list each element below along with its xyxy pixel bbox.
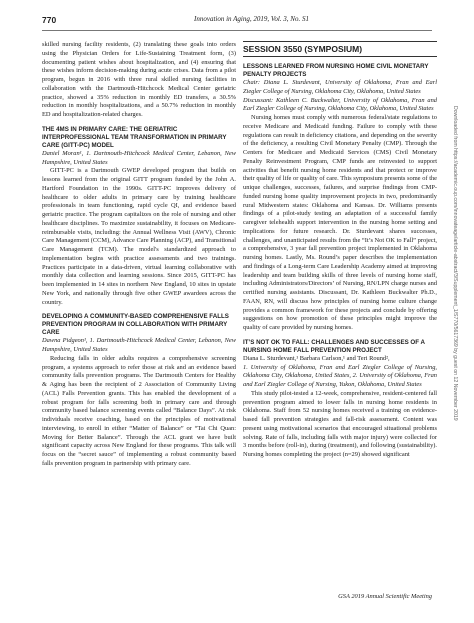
article-title: LESSONS LEARNED FROM NURSING HOME CIVIL MONETARY PENALTY PROJECTS (243, 63, 429, 78)
session-chair: Chair: Diana L. Sturdevant, University of Oklahoma, Fran and Earl Ziegler College of Nursing, Oklahoma City, Oklahoma, United States (243, 79, 437, 95)
running-header (42, 15, 432, 27)
article-body: GITT-PC is a Dartmouth GWEP developed program that builds on lessons learned from the original GITT program funded by the John A. Hartford Foundation in the 1990s. GITT-PC improves delivery of healthcare to older adults in primary care by training healthcare professionals in team functioning, rapid cycle QI, and evidence based geriatric practice. The program capitalizes on the role of nursing and other healthcare disciplines. To maximize sustainability, it focuses on Medicare-reimbursable visits, including: the Annual Wellness Visit (AWV), Chronic Care Management (CCM), Advance Care Planning (ACP), and Transitional Care Management (TCM). The model's standardized approach to implementation begins with practice assessments and two trainings. Practices participate in a data-driven, virtual learning collaborative with monthly data collection and learning sessions. Since 2015, GITT-PC has been implemented in 14 sites in northern New England, 10 sites in upstate New York, and nationally through five other GWEP awardees across the country. (42, 167, 236, 306)
article-authors: Daniel Moran¹, 1. Dartmouth-Hitchcock Medical Center, Lebanon, New Hampshire, United States (42, 149, 236, 166)
article-authors: Diana L. Sturdevant,¹ Barbara Carlson,¹ and Teri Round², (243, 354, 390, 362)
session-heading: SESSION 3550 (SYMPOSIUM) (243, 41, 437, 57)
article-body: Nursing homes must comply with numerous federal/state regulations to receive Medicare and Medicaid funding. Failure to comply with these regulations can result in deficiency citations, and depending on the severity of the deficiency, a resulting Civil Monetary Penalty (CMP). Through the Centers for Medicare and Medicaid Services (CMS) Civil Monetary Penalty Reinvestment Program, CMP funds are reinvested to support activities that benefit nursing home residents and that protect or improve their quality of life or quality of care. This symposium presents some of the unique challenges, successes, failures, and surprise findings from CMP-funded nursing home quality improvement projects in two, predominantly rural Midwestern states: Oklahoma and Kansas. Dr. Williams presents findings of a pilot-study testing an adaptation of a successful family caregiver telehealth support intervention in the nursing home setting and implications for future research. Dr. Sturdevant shares successes, challenges, and unanticipated results from the “It’s Not OK to Fall” project, a comprehensive, 3 year fall prevention project implemented in Oklahoma nursing homes. Lastly, Ms. Round’s paper describes the implementation and findings of a Long-term Care Leadership Academy aimed at improving leadership and team building skills of three levels of nursing home staff, including Administrators/Directors’ of Nursing, RN/LPN charge nurses and certified nursing assistants. Discussant, Dr. Kathleen Buckwalter Ph.D., FAAN, RN, will discuss how principles of nursing home culture change provides a common framework for these projects and conclude by offering suggestions on how promotion of these principles might improve the quality of care provided by nursing homes. (243, 114, 437, 331)
intro-paragraph: skilled nursing facility residents, (2) translating these goals into orders using the Physician Orders for Life-Sustaining Treatment form, (3) documenting patient wishes about hospitalization, and (4) ensuring that these wishes inform decision-making during acute crises. Data from a pilot program, begun in 2016 with three rural skilled nursing facilities in collaboration with the Dartmouth-Hitchcock Medical Center geriatric practice, showed a 35% reduction in monthly ED transfers, a 30.5% reduction in monthly hospitalizations, and a 50.7% reduction in monthly ED and hospitalization-related charges. (42, 41, 236, 118)
left-column (42, 41, 236, 469)
download-note[interactable]: Downloaded from https://academic.oup.com/innovateage/article-abstract/3/Supplement_1/S770/5617369 by guest on 12 November 2019 (452, 106, 458, 421)
article-authors: Dawna Pidgeon¹, 1. Dartmouth-Hitchcock Medical Center, Lebanon, New Hampshire, United States (42, 337, 236, 353)
header-rule (42, 30, 432, 31)
article-affiliations: 1. University of Oklahoma, Fran and Earl Ziegler College of Nursing, Oklahoma City, Oklahoma, United States, 2. University of Oklahoma, Fran and Earl Ziegler College of Nursing, Yukon, Oklahoma, United States (243, 363, 437, 388)
article-title: DEVELOPING A COMMUNITY-BASED COMPREHENSIVE FALLS PREVENTION PROGRAM IN COLLABORATION WITH PRIMARY CARE (42, 313, 229, 337)
right-column (243, 41, 437, 460)
article-title: THE 4MS IN PRIMARY CARE: THE GERIATRIC INTERPROFESSIONAL TEAM TRANSFORMATION IN PRIMARY CARE (GITT-PC) MODEL (42, 125, 227, 149)
article-title: IT’S NOT OK TO FALL: CHALLENGES AND SUCCESSES OF A NURSING HOME FALL PREVENTION PROJECT (243, 338, 425, 354)
page-footer: GSA 2019 Annual Scientific Meeting (338, 593, 432, 600)
journal-citation: Innovation in Aging, 2019, Vol. 3, No. S1 (194, 15, 309, 23)
article-body: Reducing falls in older adults requires a comprehensive screening program, a systems approach to refer those at risk and an evidence based community falls prevention programs. The Dartmouth Centers for Healthy & Aging has been the recipient of 2 Association of Community Living (ACL) Falls Prevention grants. This has enabled the development of a robust program for falls screening both in primary care and through community based balance screening events called “Balance Days”. At risk individuals receive coaching, based on the principles of motivational interviewing, to enroll in either “Matter of Balance” or “Tai Chi Quan: Moving for Better Balance”. Through the ACL grant we have built significant capacity across New England for these programs. This talk will focus on the “secret sauce” of implementing a robust community based falls prevention program in partnership with primary care. (42, 354, 236, 467)
session-discussant: Discussant: Kathleen C. Buckwalter, University of Oklahoma, Fran and Earl Ziegler College of Nursing, Oklahoma City, Oklahoma, United States (243, 96, 437, 113)
page-number: 770 (42, 15, 57, 25)
article-body: This study pilot-tested a 12-week, comprehensive, resident-centered fall prevention program aimed to lower falls in nursing home residents in Oklahoma. Staff from 52 nursing homes received a training on evidence-based fall prevention strategies and fall-risk assessment. Content was present using motivational scenarios that encouraged situational problems solving. Rate of falls, including falls with major injury) were collected for 3 months before (roll-in), during (treatment), and following (sustainability). Nursing homes completing the project (n=29) showed significant (243, 389, 437, 458)
